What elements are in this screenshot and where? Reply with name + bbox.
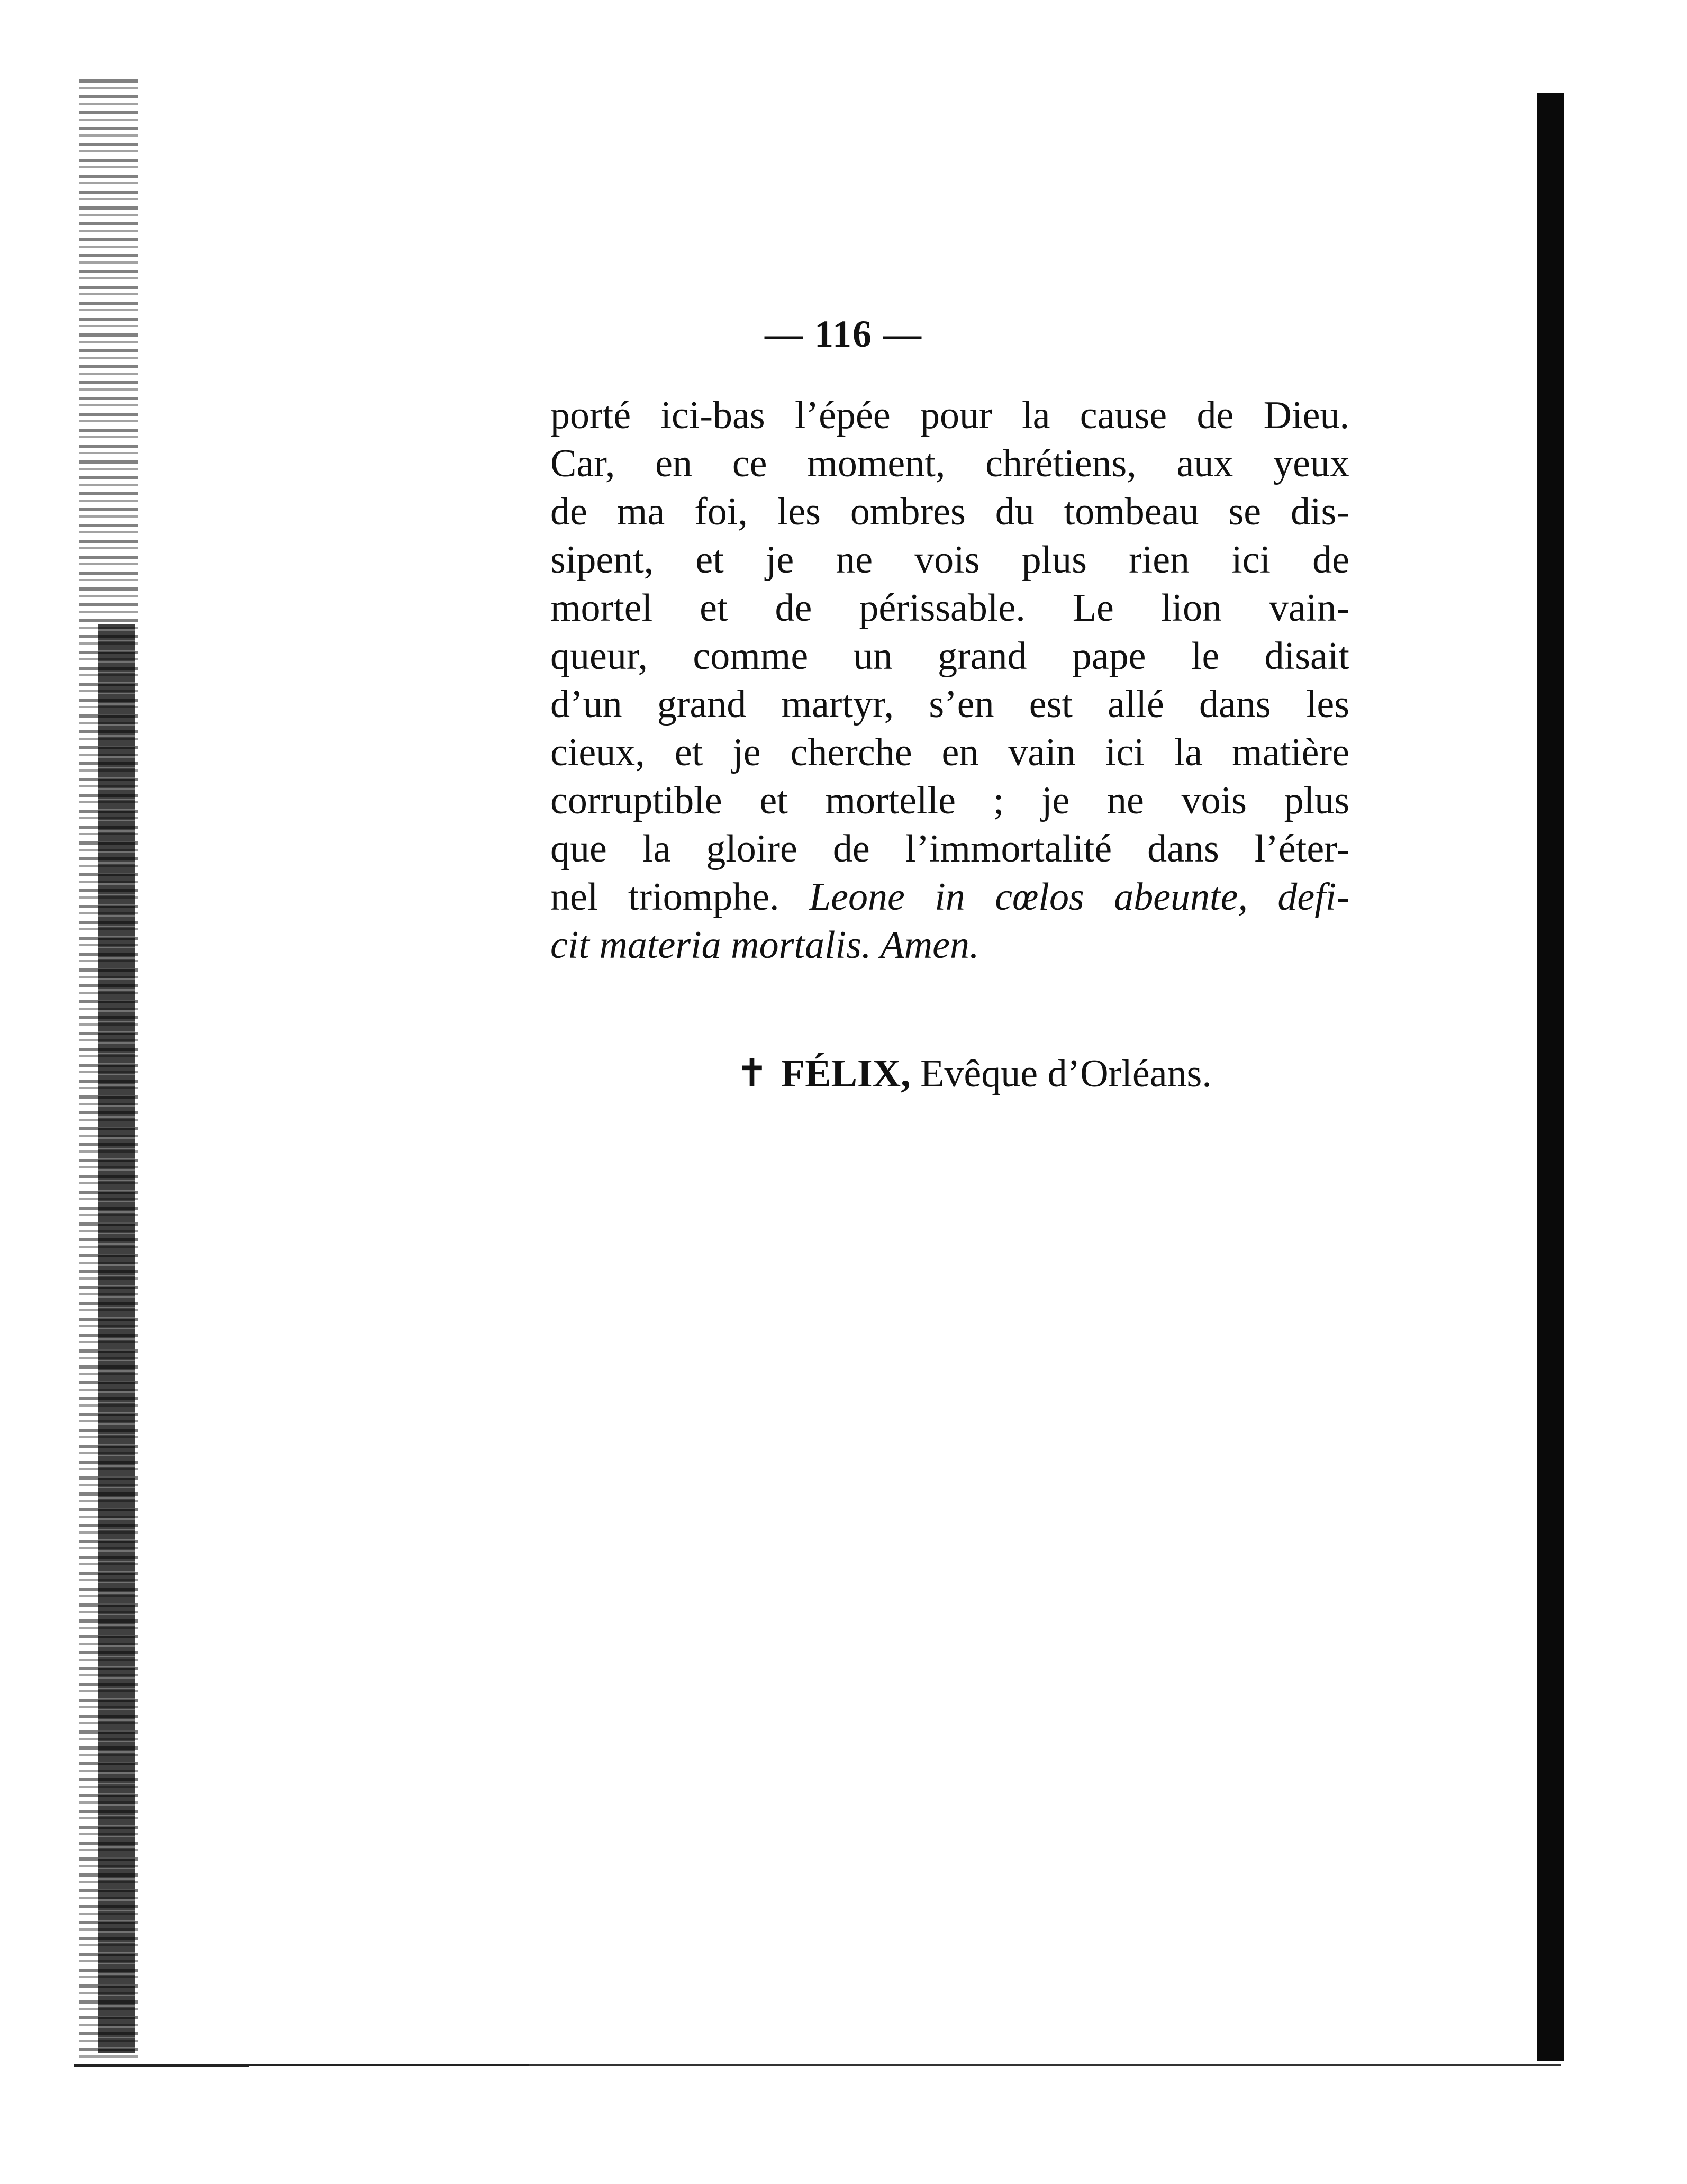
text-line: cieux, et je cherche en vain ici la matière <box>550 731 1349 774</box>
text-line-mixed <box>550 873 1349 921</box>
cross-icon: ✝ <box>736 1052 769 1095</box>
signature <box>736 1050 1212 1096</box>
text-line: que la gloire de l’immortalité dans l’éter- <box>550 827 1349 871</box>
bottom-edge-rule <box>238 2064 534 2066</box>
text-line: d’un grand martyr, s’en est allé dans les <box>550 683 1349 726</box>
bottom-edge-rule <box>529 2064 1561 2066</box>
binding-edge-shadow <box>98 624 135 2053</box>
text-line: de ma foi, les ombres du tombeau se dis- <box>550 490 1349 533</box>
latin-quote: Leone in cœlos abeunte, defi- <box>809 875 1349 919</box>
text-line: porté ici-bas l’épée pour la cause de Dieu. <box>550 394 1349 437</box>
text-line: queur, comme un grand pape le disait <box>550 635 1349 678</box>
page-number: — 116 — <box>764 313 923 355</box>
body-paragraph <box>550 392 1349 969</box>
bottom-edge-rule <box>74 2064 249 2067</box>
text-line: sipent, et je ne vois plus rien ici de <box>550 538 1349 582</box>
text-roman: nel triomphe. <box>550 875 809 919</box>
text-line: corruptible et mortelle ; je ne vois plus <box>550 779 1349 822</box>
text-line: mortel et de périssable. Le lion vain- <box>550 586 1349 630</box>
signatory-name: FÉLIX, <box>781 1052 911 1095</box>
signatory-title: Evêque d’Orléans. <box>920 1052 1212 1095</box>
right-page-edge <box>1537 93 1564 2061</box>
latin-quote-end: cit materia mortalis. Amen. <box>550 923 979 967</box>
text-line: Car, en ce moment, chrétiens, aux yeux <box>550 442 1349 485</box>
